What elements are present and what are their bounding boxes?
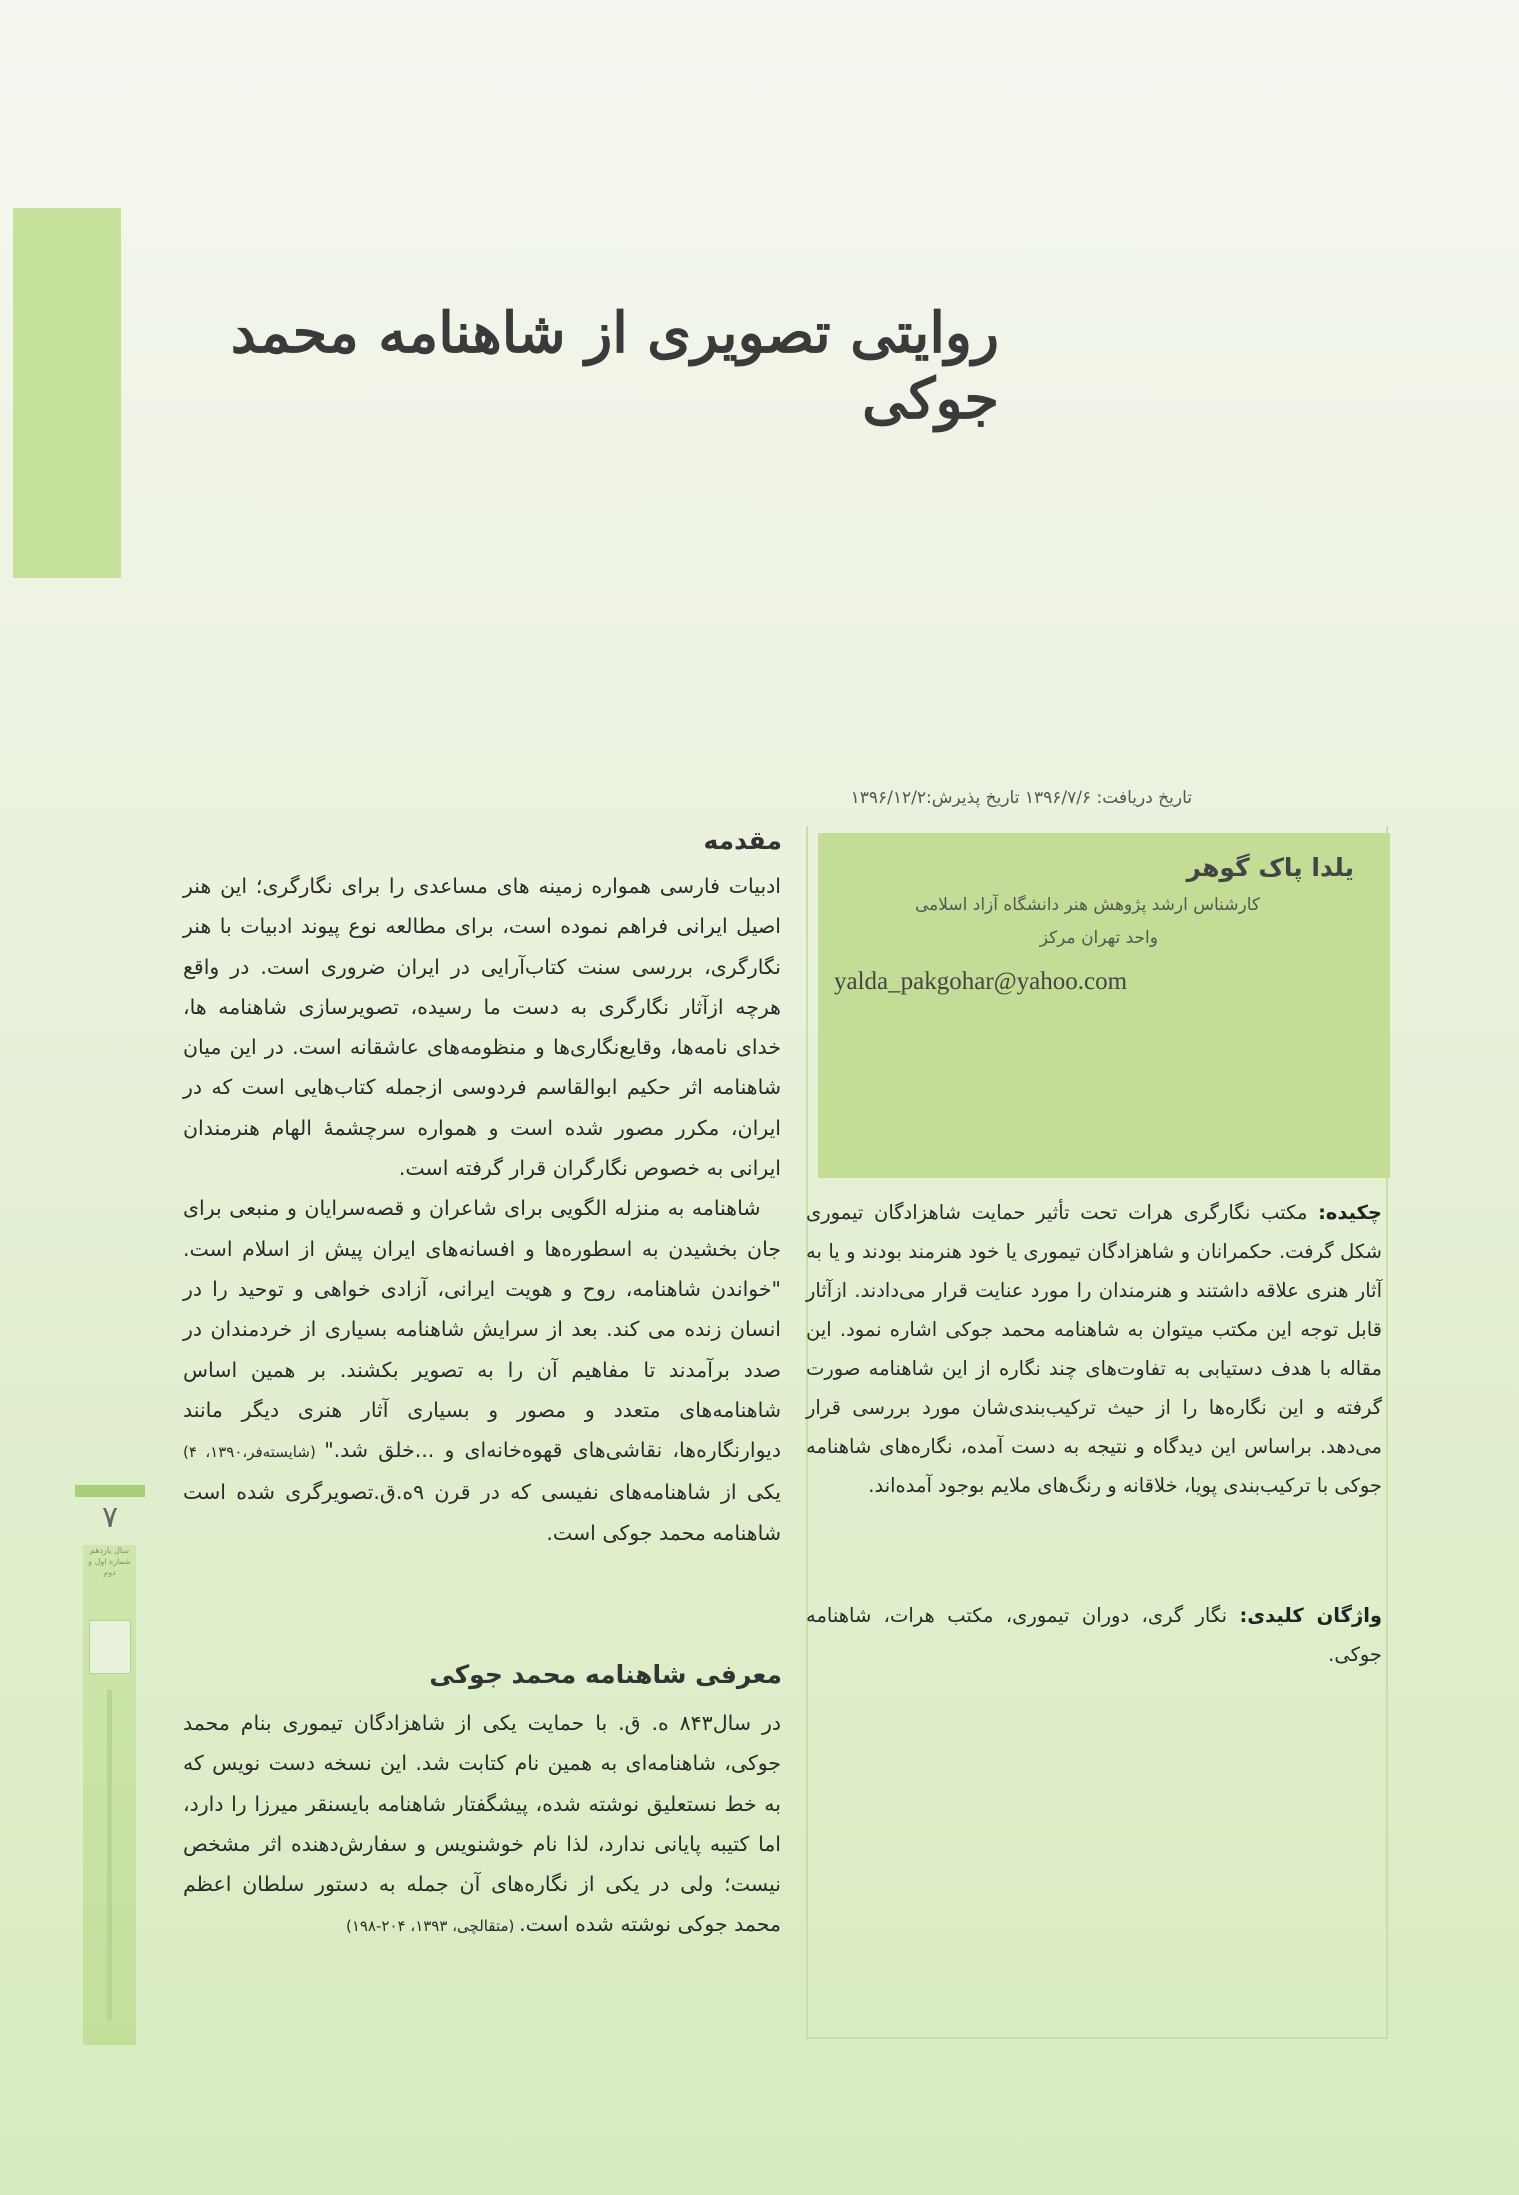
intro-paragraph: ادبیات فارسی همواره زمینه های مساعدی را برای نگارگری؛ این هنر اصیل ایرانی فراهم نموده است، برای مطالعه نوع پیوند ادبیات با هنر نگارگری، بررسی سنت کتاب‌آرایی در ایران ضروری است. در واقع هرچه ازآثار نگارگری به دست ما رسیده، تصویرسازی شاهنامه ها، خدای نامه‌ها، وقایع‌نگاری‌ها و منظومه‌های عاشقانه است. در این میان شاهنامه اثر حکیم ابوالقاسم فردوسی ازجمله کتاب‌هایی است که در ایران، مکرر مصور شده است و همواره سرچشمهٔ الهام هنرمندان ایرانی به خصوص نگارگران قرار گرفته است.: [183, 874, 781, 1181]
author-affiliation: کارشناس ارشد پژوهش هنر دانشگاه آزاد اسلامی: [914, 895, 1260, 915]
intro-paragraph-2: [183, 1188, 781, 1553]
keywords-text: نگار گری، دوران تیموری، مکتب هرات، شاهنامه جوکی.: [806, 1604, 1382, 1666]
article-title: روایتی تصویری از شاهنامه محمد جوکی: [230, 300, 999, 432]
received-accepted-dates: تاریخ دریافت: ۱۳۹۶/۷/۶ تاریخ پذیرش:۱۳۹۶/۱۲/۲: [850, 788, 1192, 808]
abstract: [806, 1193, 1382, 1505]
journal-side-tab: [83, 1545, 136, 2045]
abstract-text: مکتب نگارگری هرات تحت تأثیر حمایت شاهزادگان تیموری شکل گرفت. حکمرانان و شاهزادگان تیموری یا خود هنرمند بودند و یا به آثار هنری علاقه داشتند و هنرمندان را مورد عنایت قرار می‌دادند. ازآثار قابل توجه این مکتب میتوان به شاهنامه محمد جوکی اشاره نمود. این مقاله با هدف دستیابی به تفاوت‌های چند نگاره از این شاهنامه صورت گرفته و این نگاره‌ها را از حیث ترکیب‌بندی‌شان مورد بررسی قرار می‌دهد. براساس این دیدگاه و نتیجه به دست آمده، نگاره‌های شاهنامه جوکی با ترکیب‌بندی پویا، خلاقانه و رنگ‌های ملایم بوجود آمده‌اند.: [806, 1201, 1382, 1497]
journal-logo: [89, 1620, 131, 1674]
page-number: ۷: [101, 1500, 119, 1535]
section-heading: معرفی شاهنامه محمد جوکی: [429, 1660, 782, 1689]
author-box: [818, 833, 1390, 1178]
section-text: در سال۸۴۳ ه. ق. با حمایت یکی از شاهزادگان تیموری بنام محمد جوکی، شاهنامه‌ای به همین نام کتابت شد. این نسخه دست نویس که به خط نستعلیق نوشته شده، پیشگفتار شاهنامه بایسنقر میرزا را دارد، اما کتیبه پایانی ندارد، لذا نام خوشنویس و سفارش‌دهنده اثر مشخص نیست؛ ولی در یکی از نگاره‌های آن جمله به دستور سلطان اعظم محمد جوکی نوشته شده است.: [183, 1711, 781, 1937]
keywords: [806, 1596, 1382, 1674]
page-number-bar: [75, 1485, 145, 1497]
author-name: یلدا پاک گوهر: [1186, 853, 1354, 882]
section-body: [183, 1703, 781, 1947]
intro-paragraph-2-text: شاهنامه به منزله الگویی برای شاعران و قصه‌سرایان و منبعی برای جان بخشیدن به اسطوره‌ها و افسانه‌های ایران پیش از اسلام است. "خواندن شاهنامه، روح و هویت ایرانی، آزادی خواهی و توحید را در انسان زنده می کند. بعد از سرایش شاهنامه بسیاری از خردمندان در صدد برآمدند تا مفاهیم آن را به تصویر بکشند. بر همین اساس شاهنامه‌های متعدد و مصور و بسیاری آثار هنری دیگر مانند دیوارنگاره‌ها، نقاشی‌های قهوه‌خانه‌ای و ...خلق شد.": [183, 1196, 781, 1463]
intro-body: [183, 866, 781, 1553]
intro-heading: مقدمه: [703, 826, 782, 855]
author-email: yalda_pakgohar@yahoo.com: [834, 968, 1128, 995]
keywords-label: واژگان کلیدی:: [1239, 1604, 1383, 1627]
journal-issue-label: سال یازدهم شماره اول و دوم: [88, 1546, 131, 1577]
citation: (شایسته‌فر،۱۳۹۰، ۴): [183, 1443, 325, 1462]
intro-paragraph-2-end: یکی از شاهنامه‌های نفیسی که در قرن ۹ه.ق.تصویرگری شده است شاهنامه محمد جوکی است.: [183, 1480, 781, 1545]
side-tab-stripe: [107, 1690, 112, 2020]
abstract-label: چکیده:: [1318, 1201, 1382, 1224]
citation: (متقالچی، ۱۳۹۳، ۲۰۴-۱۹۸): [345, 1917, 520, 1936]
author-affiliation-branch: واحد تهران مرکز: [1039, 928, 1158, 948]
